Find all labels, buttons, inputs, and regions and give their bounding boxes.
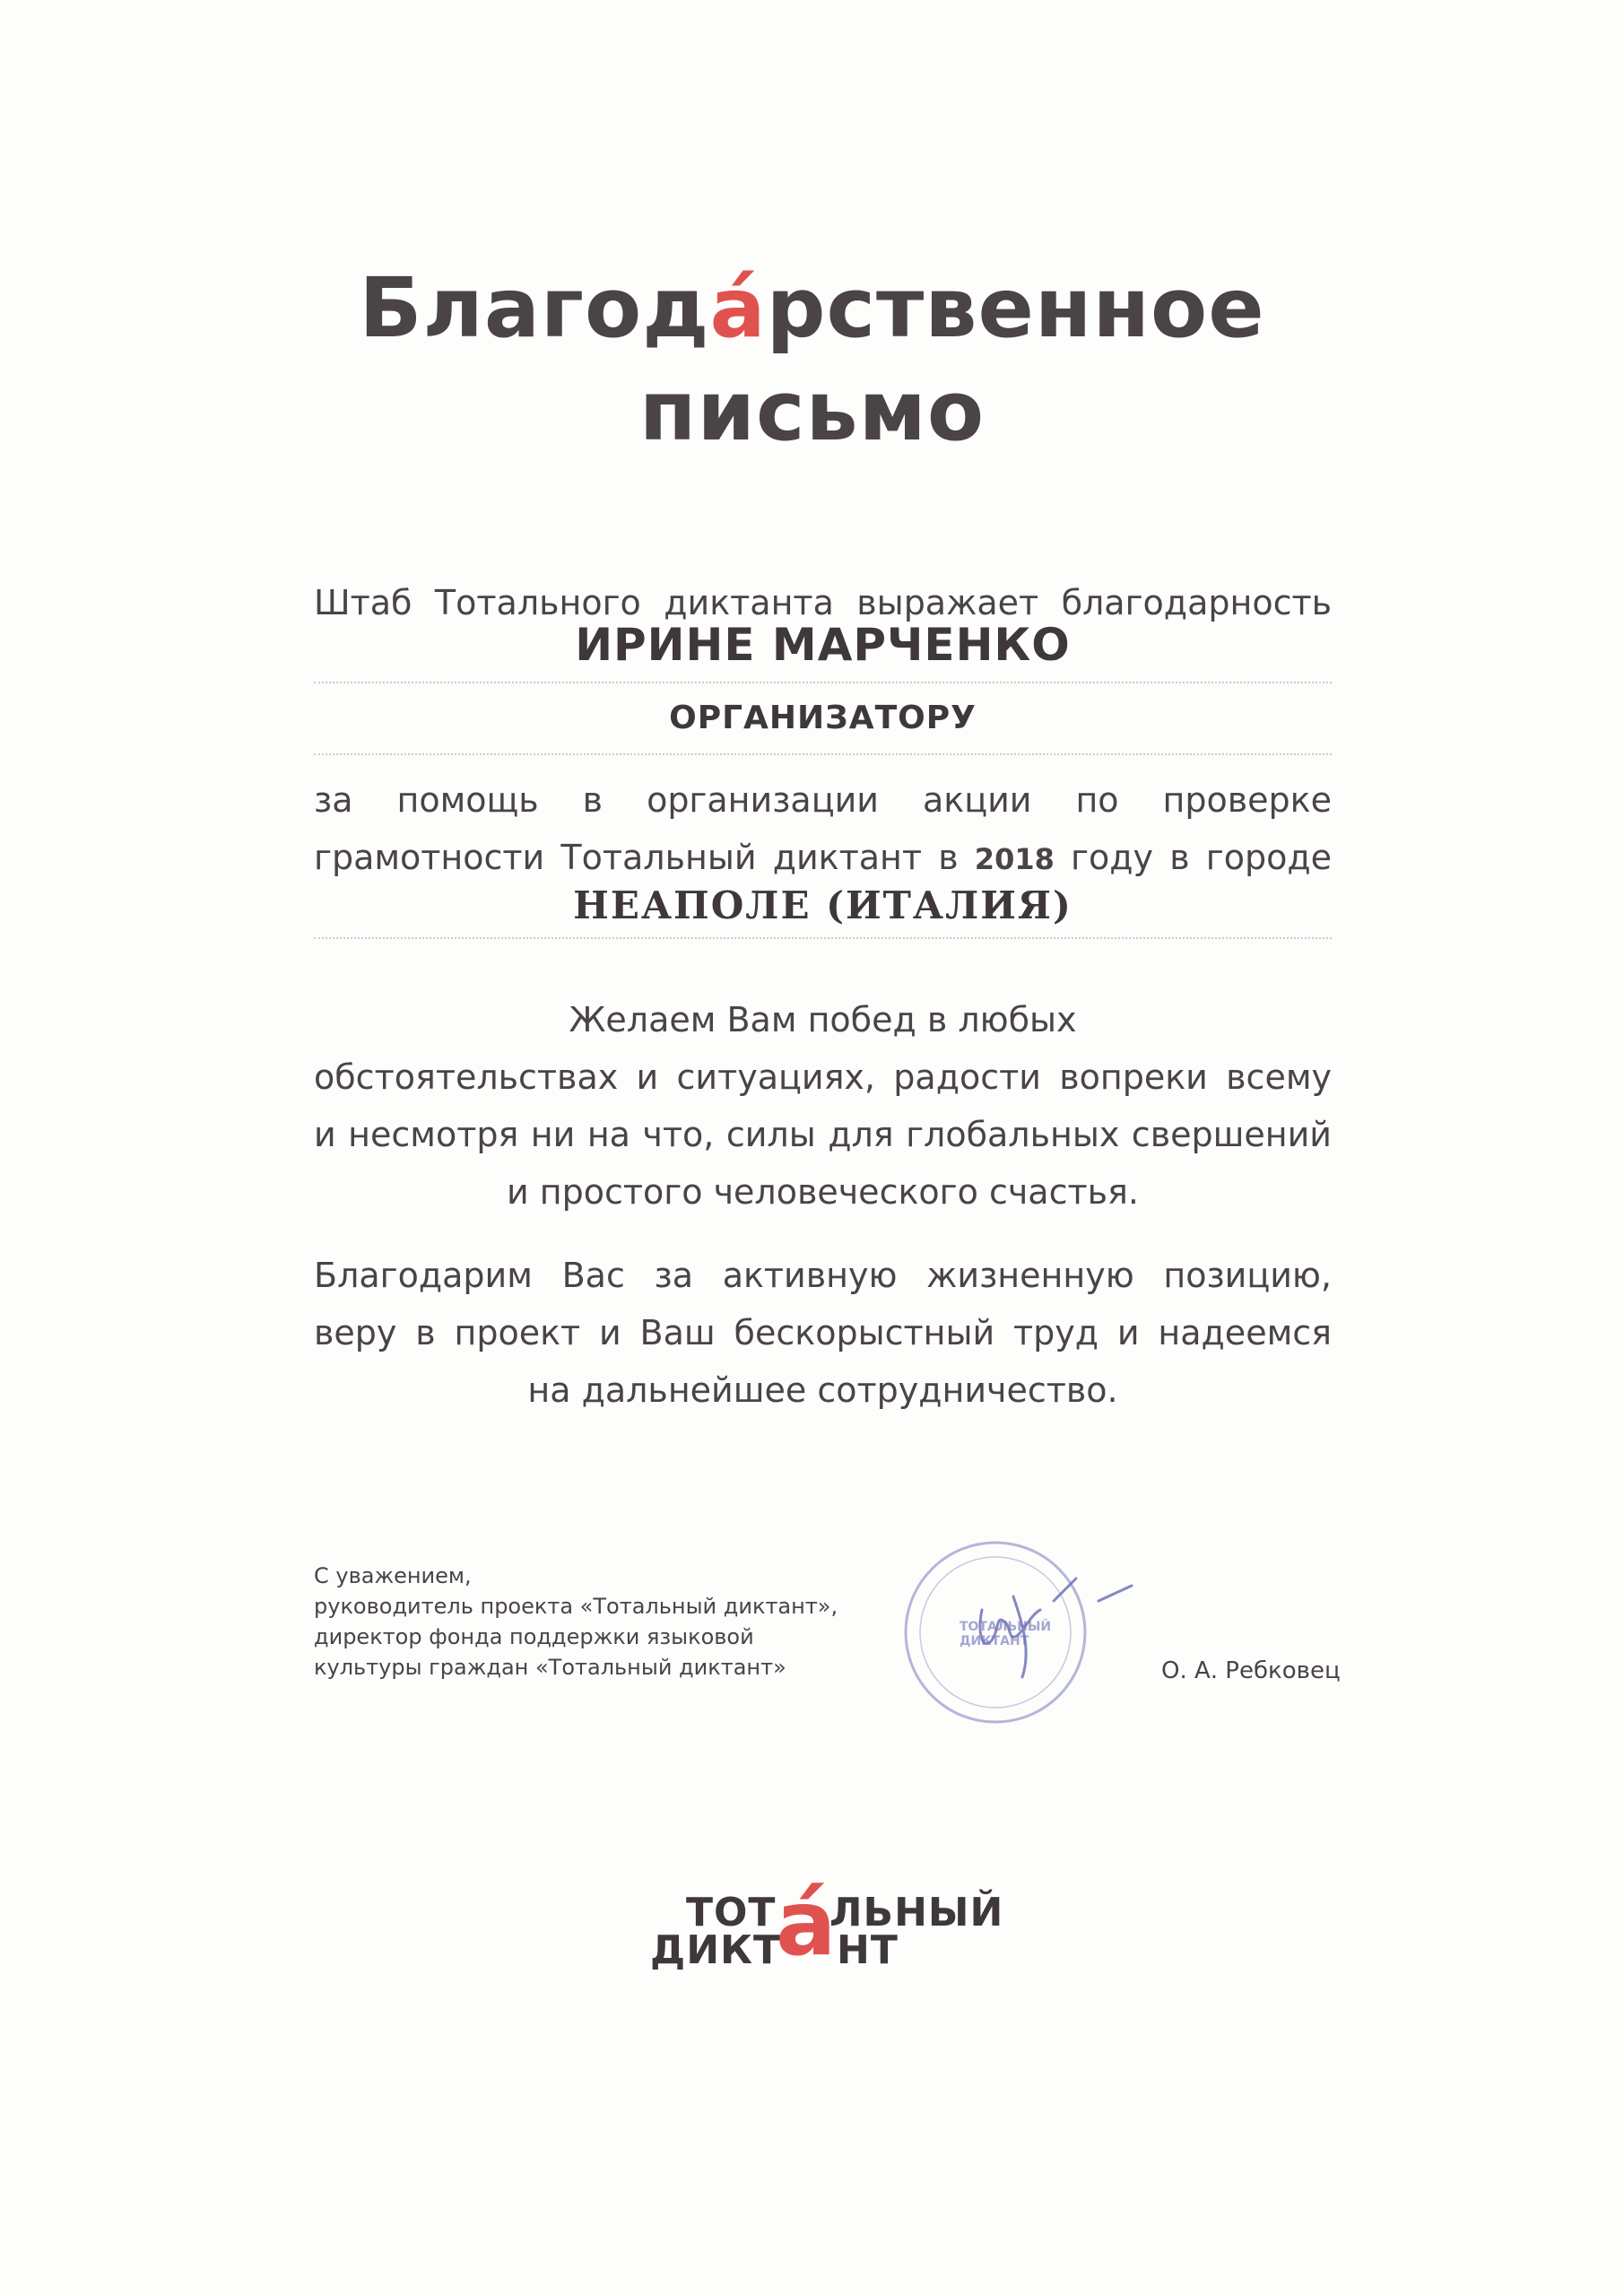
title-text-after: рственное <box>766 260 1265 356</box>
reason-line-2-start: грамотности Тотальный диктант в <box>314 838 959 877</box>
event-city: НЕАПОЛЕ (ИТАЛИЯ) <box>573 883 1073 927</box>
divider <box>314 682 1332 683</box>
wish-line: обстоятельствах и ситуациях, радости вопреки всему <box>314 1057 1332 1097</box>
logo-accent-letter: а́ <box>776 1871 837 1976</box>
event-year: 2018 <box>974 842 1055 876</box>
wish-line: и несмотря ни на что, силы для глобальных свершений <box>314 1115 1332 1154</box>
svg-text:ДИКТАНТ: ДИКТАНТ <box>960 1634 1029 1648</box>
title-text-before: Благод <box>359 260 710 356</box>
intro-text: Штаб Тотального диктанта выражает благодарность <box>314 583 1332 622</box>
signatory-name: О. А. Ребковец <box>1161 1657 1341 1684</box>
logo-line-1-end: ЛЬНЫЙ <box>829 1890 1004 1935</box>
reason-block <box>314 771 1332 888</box>
logo-line-2-start: ДИКТ <box>650 1927 781 1973</box>
svg-text:ТОТАЛЬНЫЙ: ТОТАЛЬНЫЙ <box>960 1620 1052 1634</box>
wishes-block <box>314 991 1332 1221</box>
signature-line: С уважением, <box>314 1563 472 1588</box>
page-title-line-2: письмо <box>638 363 986 459</box>
wish-line: и простого человеческого счастья. <box>507 1172 1139 1212</box>
page-title-line-1 <box>0 260 1624 356</box>
logo-line-1-start: ТОТ <box>686 1890 777 1935</box>
recipient-name: ИРИНЕ МАРЧЕНКО <box>575 619 1071 671</box>
totalny-diktant-logo <box>650 1871 1009 1987</box>
thanks-line: Благодарим Вас за активную жизненную позицию, <box>314 1256 1332 1295</box>
wish-line: Желаем Вам побед в любых <box>569 1000 1077 1039</box>
divider <box>314 937 1332 939</box>
logo-line-2-end: НТ <box>837 1927 899 1973</box>
thanks-block <box>314 1247 1332 1419</box>
reason-line-1: за помощь в организации акции по проверке <box>314 780 1332 820</box>
signature-line: культуры граждан «Тотальный диктант» <box>314 1655 786 1680</box>
divider <box>314 753 1332 755</box>
signature-block <box>314 1561 942 1683</box>
thanks-line: веру в проект и Ваш бескорыстный труд и надеемся <box>314 1313 1332 1352</box>
reason-line-2-end: году в городе <box>1071 838 1333 877</box>
stamp-signature-seal <box>897 1525 1166 1740</box>
signature-line: руководитель проекта «Тотальный диктант», <box>314 1594 838 1619</box>
signature-line: директор фонда поддержки языковой <box>314 1624 754 1649</box>
reason-line-2 <box>314 829 1332 888</box>
thanks-line: на дальнейшее сотрудничество. <box>527 1370 1118 1410</box>
recipient-role: ОРГАНИЗАТОРУ <box>669 700 977 736</box>
title-accent-letter: а́ <box>709 260 767 356</box>
